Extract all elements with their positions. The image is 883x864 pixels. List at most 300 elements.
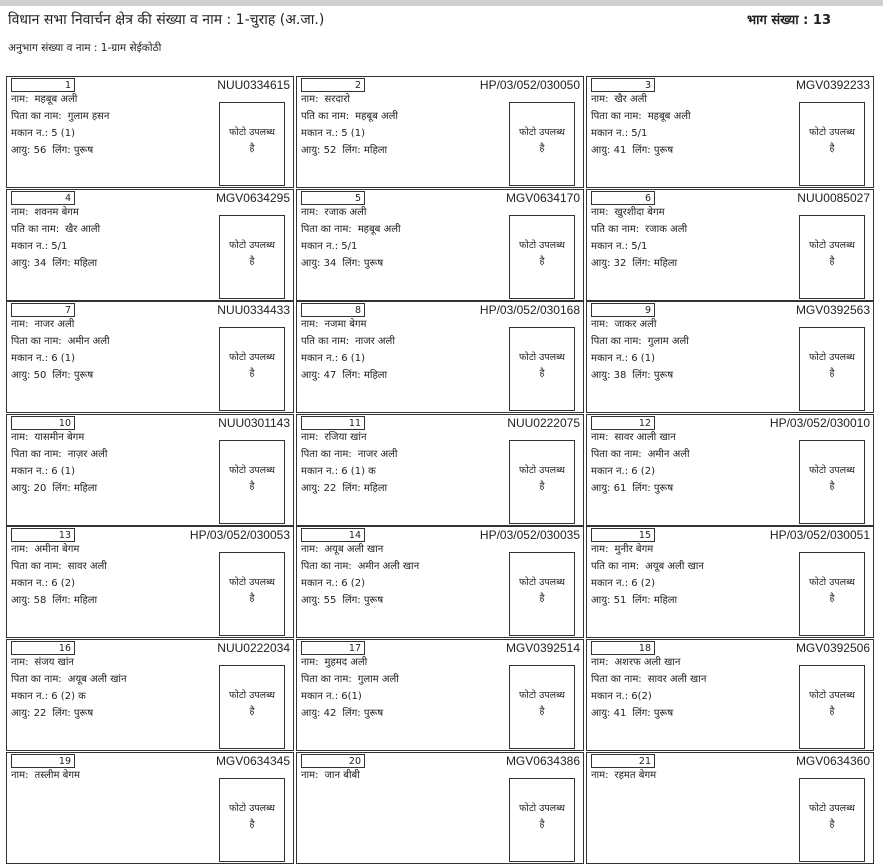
photo-text-2: है: [829, 593, 835, 604]
relative-name: गुलाम अली: [647, 336, 689, 347]
relation-label: पिता का नाम:: [591, 336, 642, 347]
epic-number: HP/03/052/030035: [479, 528, 580, 542]
serial-number: 11: [301, 416, 365, 430]
photo-text-1: फोटो उपलब्ध: [229, 690, 275, 701]
serial-number: 10: [11, 416, 75, 430]
epic-number: NUU0222034: [217, 641, 290, 655]
house-line: [591, 578, 655, 590]
gender-value: महिला: [363, 145, 388, 156]
voter-name-line: [591, 432, 676, 444]
photo-text-2: है: [539, 368, 545, 379]
serial-number: 15: [591, 528, 655, 542]
relation-label: पति का नाम:: [301, 336, 350, 347]
photo-text-2: है: [249, 593, 255, 604]
age-label: आयु:: [301, 595, 321, 606]
epic-number: MGV0634386: [505, 754, 580, 768]
house-line: [301, 691, 362, 703]
relation-label: पिता का नाम:: [301, 224, 352, 235]
voter-name: अमीना बेगम: [34, 544, 80, 555]
voter-name: रहमत बेगम: [614, 770, 657, 781]
house-label: मकान न.:: [301, 128, 339, 139]
house-line: [11, 466, 75, 478]
photo-text-1: फोटो उपलब्ध: [809, 240, 855, 251]
age-value: 22: [323, 483, 337, 494]
age-value: 34: [33, 258, 47, 269]
name-label: नाम:: [301, 207, 319, 218]
relative-line: [301, 561, 419, 573]
relative-line: [301, 224, 401, 236]
age-value: 41: [613, 145, 627, 156]
photo-text-2: है: [249, 143, 255, 154]
photo-box: [799, 102, 865, 186]
photo-text-1: फोटो उपलब्ध: [229, 465, 275, 476]
voter-name: जाकर अली: [614, 319, 657, 330]
voter-row: [6, 76, 877, 188]
relative-name: सावर अली खान: [647, 674, 707, 685]
epic-number: NUU0222075: [507, 416, 580, 430]
photo-box: [509, 440, 575, 524]
relative-name: महबूब अली: [357, 224, 401, 235]
relation-label: पिता का नाम:: [11, 111, 62, 122]
epic-number: NUU0301143: [218, 416, 290, 430]
age-label: आयु:: [11, 370, 31, 381]
voter-card: [296, 189, 584, 301]
photo-text-2: है: [829, 706, 835, 717]
gender-label: लिंग:: [52, 145, 71, 156]
age-label: आयु:: [11, 145, 31, 156]
photo-text-2: है: [249, 706, 255, 717]
house-number: 6 (2): [631, 466, 655, 477]
relation-label: पिता का नाम:: [301, 561, 352, 572]
relative-name: सावर अली: [67, 561, 107, 572]
relative-name: नाज़र अली: [67, 449, 108, 460]
photo-text-1: फोटो उपलब्ध: [229, 352, 275, 363]
voter-name: महबूब अली: [34, 94, 78, 105]
relative-name: अमीन अली खान: [357, 561, 420, 572]
serial-number: 5: [301, 191, 365, 205]
relative-line: [591, 224, 687, 236]
gender-value: पुरूष: [363, 258, 384, 269]
voter-name-line: [11, 544, 79, 556]
age-gender-line: [591, 258, 677, 270]
house-label: मकान न.:: [11, 353, 49, 364]
epic-number: NUU0334615: [217, 78, 290, 92]
age-gender-line: [11, 595, 97, 607]
voter-card: [586, 189, 874, 301]
photo-text-1: फोटो उपलब्ध: [229, 127, 275, 138]
house-number: 5/1: [631, 241, 648, 252]
epic-number: NUU0334433: [217, 303, 290, 317]
house-line: [301, 466, 376, 478]
age-label: आयु:: [301, 483, 321, 494]
voter-name: सरदारो: [324, 94, 350, 105]
age-gender-line: [301, 708, 383, 720]
relative-name: महबूब अली: [355, 111, 398, 122]
gender-label: लिंग:: [52, 483, 71, 494]
voter-name-line: [591, 94, 647, 106]
photo-text-1: फोटो उपलब्ध: [519, 352, 565, 363]
house-number: 6 (1) क: [341, 466, 376, 477]
serial-number: 7: [11, 303, 75, 317]
voter-name-line: [591, 207, 665, 219]
photo-box: [219, 778, 285, 862]
relation-label: पिता का नाम:: [591, 111, 642, 122]
serial-number: 18: [591, 641, 655, 655]
age-value: 38: [613, 370, 627, 381]
photo-box: [509, 552, 575, 636]
voter-name: खुरशीदा बेगम: [614, 207, 665, 218]
relative-line: [591, 674, 706, 686]
relative-name: नाजर अली: [355, 336, 395, 347]
photo-box: [799, 440, 865, 524]
age-gender-line: [591, 145, 673, 157]
age-gender-line: [301, 483, 387, 495]
photo-text-1: फोटो उपलब्ध: [229, 803, 275, 814]
name-label: नाम:: [301, 432, 319, 443]
voter-name-line: [301, 657, 367, 669]
photo-box: [799, 552, 865, 636]
photo-text-2: है: [539, 706, 545, 717]
voter-name: नजमा बेगम: [324, 319, 367, 330]
gender-value: महिला: [653, 595, 678, 606]
epic-number: MGV0392233: [795, 78, 870, 92]
voter-row: [6, 189, 877, 301]
photo-text-1: फोटो उपलब्ध: [809, 465, 855, 476]
voter-name: मुनीर बेगम: [614, 544, 654, 555]
gender-value: पुरूष: [363, 708, 384, 719]
house-line: [11, 691, 86, 703]
photo-text-1: फोटो उपलब्ध: [809, 577, 855, 588]
photo-text-2: है: [539, 593, 545, 604]
photo-text-2: है: [829, 481, 835, 492]
age-label: आयु:: [591, 708, 611, 719]
age-label: आयु:: [11, 258, 31, 269]
photo-text-2: है: [249, 256, 255, 267]
voter-card: [6, 414, 294, 526]
house-number: 6(2): [631, 691, 652, 702]
voter-name-line: [591, 657, 680, 669]
epic-number: MGV0634170: [505, 191, 580, 205]
relative-name: अमीन अली: [67, 336, 110, 347]
relative-name: गुलाम अली: [357, 674, 399, 685]
relative-line: [591, 111, 691, 123]
photo-box: [219, 327, 285, 411]
serial-number: 8: [301, 303, 365, 317]
name-label: नाम:: [591, 432, 609, 443]
serial-number: 12: [591, 416, 655, 430]
gender-value: पुरूष: [73, 370, 94, 381]
gender-value: पुरूष: [653, 708, 674, 719]
house-line: [301, 241, 357, 253]
epic-number: MGV0634295: [215, 191, 290, 205]
part-number: भाग संख्या : 13: [747, 13, 831, 28]
photo-text-1: फोटो उपलब्ध: [519, 690, 565, 701]
age-value: 51: [613, 595, 627, 606]
relation-label: पिता का नाम:: [11, 674, 62, 685]
relative-line: [301, 674, 399, 686]
gender-value: पुरूष: [653, 145, 674, 156]
age-label: आयु:: [301, 145, 321, 156]
voter-card: [296, 526, 584, 638]
relation-label: पिता का नाम:: [11, 449, 62, 460]
house-label: मकान न.:: [591, 578, 629, 589]
voter-name-line: [591, 770, 656, 782]
relative-line: [591, 336, 689, 348]
epic-number: HP/03/052/030168: [479, 303, 580, 317]
relation-label: पति का नाम:: [11, 224, 60, 235]
relative-name: गुलाम हसन: [67, 111, 110, 122]
house-number: 6 (2): [631, 578, 655, 589]
photo-text-1: फोटो उपलब्ध: [809, 127, 855, 138]
relative-line: [301, 111, 398, 123]
photo-box: [799, 327, 865, 411]
photo-text-2: है: [539, 819, 545, 830]
house-label: मकान न.:: [11, 128, 49, 139]
photo-box: [219, 102, 285, 186]
age-label: आयु:: [301, 370, 321, 381]
name-label: नाम:: [301, 657, 319, 668]
gender-value: पुरूष: [653, 370, 674, 381]
photo-text-1: फोटो उपलब्ध: [809, 803, 855, 814]
age-value: 52: [323, 145, 337, 156]
voter-card: [6, 639, 294, 751]
age-label: आयु:: [301, 708, 321, 719]
relative-name: खैर आली: [65, 224, 101, 235]
gender-label: लिंग:: [342, 595, 361, 606]
voter-name: सावर आली खान: [614, 432, 676, 443]
serial-number: 21: [591, 754, 655, 768]
voter-name-line: [11, 657, 74, 669]
voter-card: [296, 752, 584, 864]
photo-box: [509, 102, 575, 186]
voter-name: तस्लीम बेगम: [34, 770, 80, 781]
voter-card: [6, 752, 294, 864]
voter-card: [6, 526, 294, 638]
voter-name: यासमीन बेगम: [34, 432, 85, 443]
name-label: नाम:: [591, 770, 609, 781]
voter-card: [6, 76, 294, 188]
relative-line: [301, 336, 395, 348]
age-value: 61: [613, 483, 627, 494]
epic-number: NUU0085027: [797, 191, 870, 205]
relative-name: अयूब अली खांन: [67, 674, 127, 685]
name-label: नाम:: [591, 207, 609, 218]
photo-text-2: है: [249, 819, 255, 830]
house-number: 6 (1): [51, 466, 75, 477]
name-label: नाम:: [11, 319, 29, 330]
house-number: 5 (1): [51, 128, 75, 139]
voter-name-line: [301, 432, 367, 444]
gender-label: लिंग:: [632, 483, 651, 494]
house-label: मकान न.:: [301, 578, 339, 589]
relative-line: [11, 674, 127, 686]
serial-number: 4: [11, 191, 75, 205]
house-label: मकान न.:: [11, 691, 49, 702]
voter-name-line: [301, 319, 367, 331]
house-label: मकान न.:: [301, 691, 339, 702]
voter-row: [6, 301, 877, 413]
photo-box: [219, 440, 285, 524]
age-value: 32: [613, 258, 627, 269]
age-value: 22: [33, 708, 47, 719]
name-label: नाम:: [591, 319, 609, 330]
photo-text-2: है: [829, 368, 835, 379]
age-label: आयु:: [11, 595, 31, 606]
voter-name: शवनम बेगम: [34, 207, 79, 218]
photo-box: [509, 327, 575, 411]
gender-label: लिंग:: [52, 595, 71, 606]
age-gender-line: [11, 708, 93, 720]
age-value: 50: [33, 370, 47, 381]
gender-label: लिंग:: [342, 708, 361, 719]
name-label: नाम:: [591, 94, 609, 105]
age-value: 58: [33, 595, 47, 606]
gender-value: महिला: [363, 370, 388, 381]
serial-number: 3: [591, 78, 655, 92]
epic-number: HP/03/052/030010: [769, 416, 870, 430]
gender-label: लिंग:: [52, 258, 71, 269]
voter-name: संजय खांन: [34, 657, 74, 668]
house-label: मकान न.:: [591, 466, 629, 477]
voter-name: अशरफ अली खान: [614, 657, 681, 668]
house-number: 5/1: [341, 241, 358, 252]
age-gender-line: [11, 483, 97, 495]
section-subtitle: अनुभाग संख्या व नाम : 1-ग्राम सेईकोठी: [8, 42, 162, 54]
photo-text-1: फोटो उपलब्ध: [519, 127, 565, 138]
age-value: 42: [323, 708, 337, 719]
house-label: मकान न.:: [591, 128, 629, 139]
age-gender-line: [301, 258, 383, 270]
photo-text-1: फोटो उपलब्ध: [519, 240, 565, 251]
name-label: नाम:: [11, 544, 29, 555]
name-label: नाम:: [11, 432, 29, 443]
photo-text-1: फोटो उपलब्ध: [229, 577, 275, 588]
house-number: 5 (1): [341, 128, 365, 139]
house-number: 5/1: [51, 241, 68, 252]
voter-name: नाजर अली: [34, 319, 75, 330]
gender-value: महिला: [73, 595, 98, 606]
relative-line: [11, 336, 110, 348]
epic-number: MGV0634360: [795, 754, 870, 768]
gender-label: लिंग:: [342, 370, 361, 381]
age-gender-line: [11, 145, 93, 157]
gender-value: महिला: [653, 258, 678, 269]
relative-line: [591, 561, 704, 573]
house-number: 5/1: [631, 128, 648, 139]
house-line: [301, 578, 365, 590]
age-gender-line: [301, 595, 383, 607]
house-label: मकान न.:: [301, 466, 339, 477]
serial-number: 1: [11, 78, 75, 92]
photo-text-1: फोटो उपलब्ध: [229, 240, 275, 251]
name-label: नाम:: [591, 657, 609, 668]
house-line: [11, 578, 75, 590]
gender-label: लिंग:: [52, 370, 71, 381]
epic-number: MGV0392514: [505, 641, 580, 655]
relative-line: [301, 449, 398, 461]
serial-number: 16: [11, 641, 75, 655]
age-value: 56: [33, 145, 47, 156]
top-edge: [0, 0, 883, 6]
house-label: मकान न.:: [11, 578, 49, 589]
house-label: मकान न.:: [11, 466, 49, 477]
serial-number: 20: [301, 754, 365, 768]
house-label: मकान न.:: [591, 691, 629, 702]
age-label: आयु:: [301, 258, 321, 269]
photo-text-1: फोटो उपलब्ध: [809, 690, 855, 701]
gender-value: महिला: [363, 483, 388, 494]
serial-number: 9: [591, 303, 655, 317]
voter-card: [586, 414, 874, 526]
epic-number: HP/03/052/030053: [189, 528, 290, 542]
voter-row: [6, 639, 877, 751]
photo-box: [509, 215, 575, 299]
age-label: आयु:: [591, 145, 611, 156]
voter-name-line: [11, 432, 84, 444]
photo-text-1: फोटो उपलब्ध: [809, 352, 855, 363]
name-label: नाम:: [591, 544, 609, 555]
gender-label: लिंग:: [632, 370, 651, 381]
age-gender-line: [301, 145, 387, 157]
photo-text-1: फोटो उपलब्ध: [519, 803, 565, 814]
epic-number: MGV0392563: [795, 303, 870, 317]
house-line: [591, 128, 647, 140]
name-label: नाम:: [11, 770, 29, 781]
photo-box: [219, 552, 285, 636]
voter-name: रजिया खांन: [324, 432, 367, 443]
photo-box: [509, 665, 575, 749]
gender-label: लिंग:: [342, 145, 361, 156]
gender-label: लिंग:: [632, 708, 651, 719]
relative-name: महबूब अली: [647, 111, 691, 122]
house-line: [591, 241, 647, 253]
voter-card: [586, 639, 874, 751]
voter-name-line: [301, 207, 366, 219]
voter-card: [296, 414, 584, 526]
voter-card: [296, 639, 584, 751]
voter-name-line: [301, 94, 350, 106]
photo-box: [219, 665, 285, 749]
voter-name: जान बीबी: [324, 770, 360, 781]
voter-card: [6, 301, 294, 413]
voter-name-line: [11, 770, 80, 782]
house-number: 6 (1): [51, 353, 75, 364]
house-line: [301, 353, 365, 365]
voter-name: अयूब अली खान: [324, 544, 384, 555]
constituency-title: विधान सभा निवार्चन क्षेत्र की संख्या व नाम : 1-चुराह (अ.जा.): [8, 12, 325, 28]
voter-name-line: [591, 544, 653, 556]
relative-line: [11, 111, 109, 123]
relation-label: पिता का नाम:: [301, 674, 352, 685]
relation-label: पिता का नाम:: [11, 336, 62, 347]
photo-text-2: है: [539, 256, 545, 267]
photo-box: [219, 215, 285, 299]
age-value: 55: [323, 595, 337, 606]
house-line: [11, 128, 75, 140]
voter-card: [296, 301, 584, 413]
house-number: 6(1): [341, 691, 362, 702]
gender-label: लिंग:: [342, 483, 361, 494]
house-line: [591, 466, 655, 478]
voter-card: [6, 189, 294, 301]
age-gender-line: [11, 258, 97, 270]
serial-number: 13: [11, 528, 75, 542]
age-value: 47: [323, 370, 337, 381]
voter-name-line: [11, 94, 77, 106]
relation-label: पिता का नाम:: [591, 449, 642, 460]
serial-number: 14: [301, 528, 365, 542]
name-label: नाम:: [301, 94, 319, 105]
